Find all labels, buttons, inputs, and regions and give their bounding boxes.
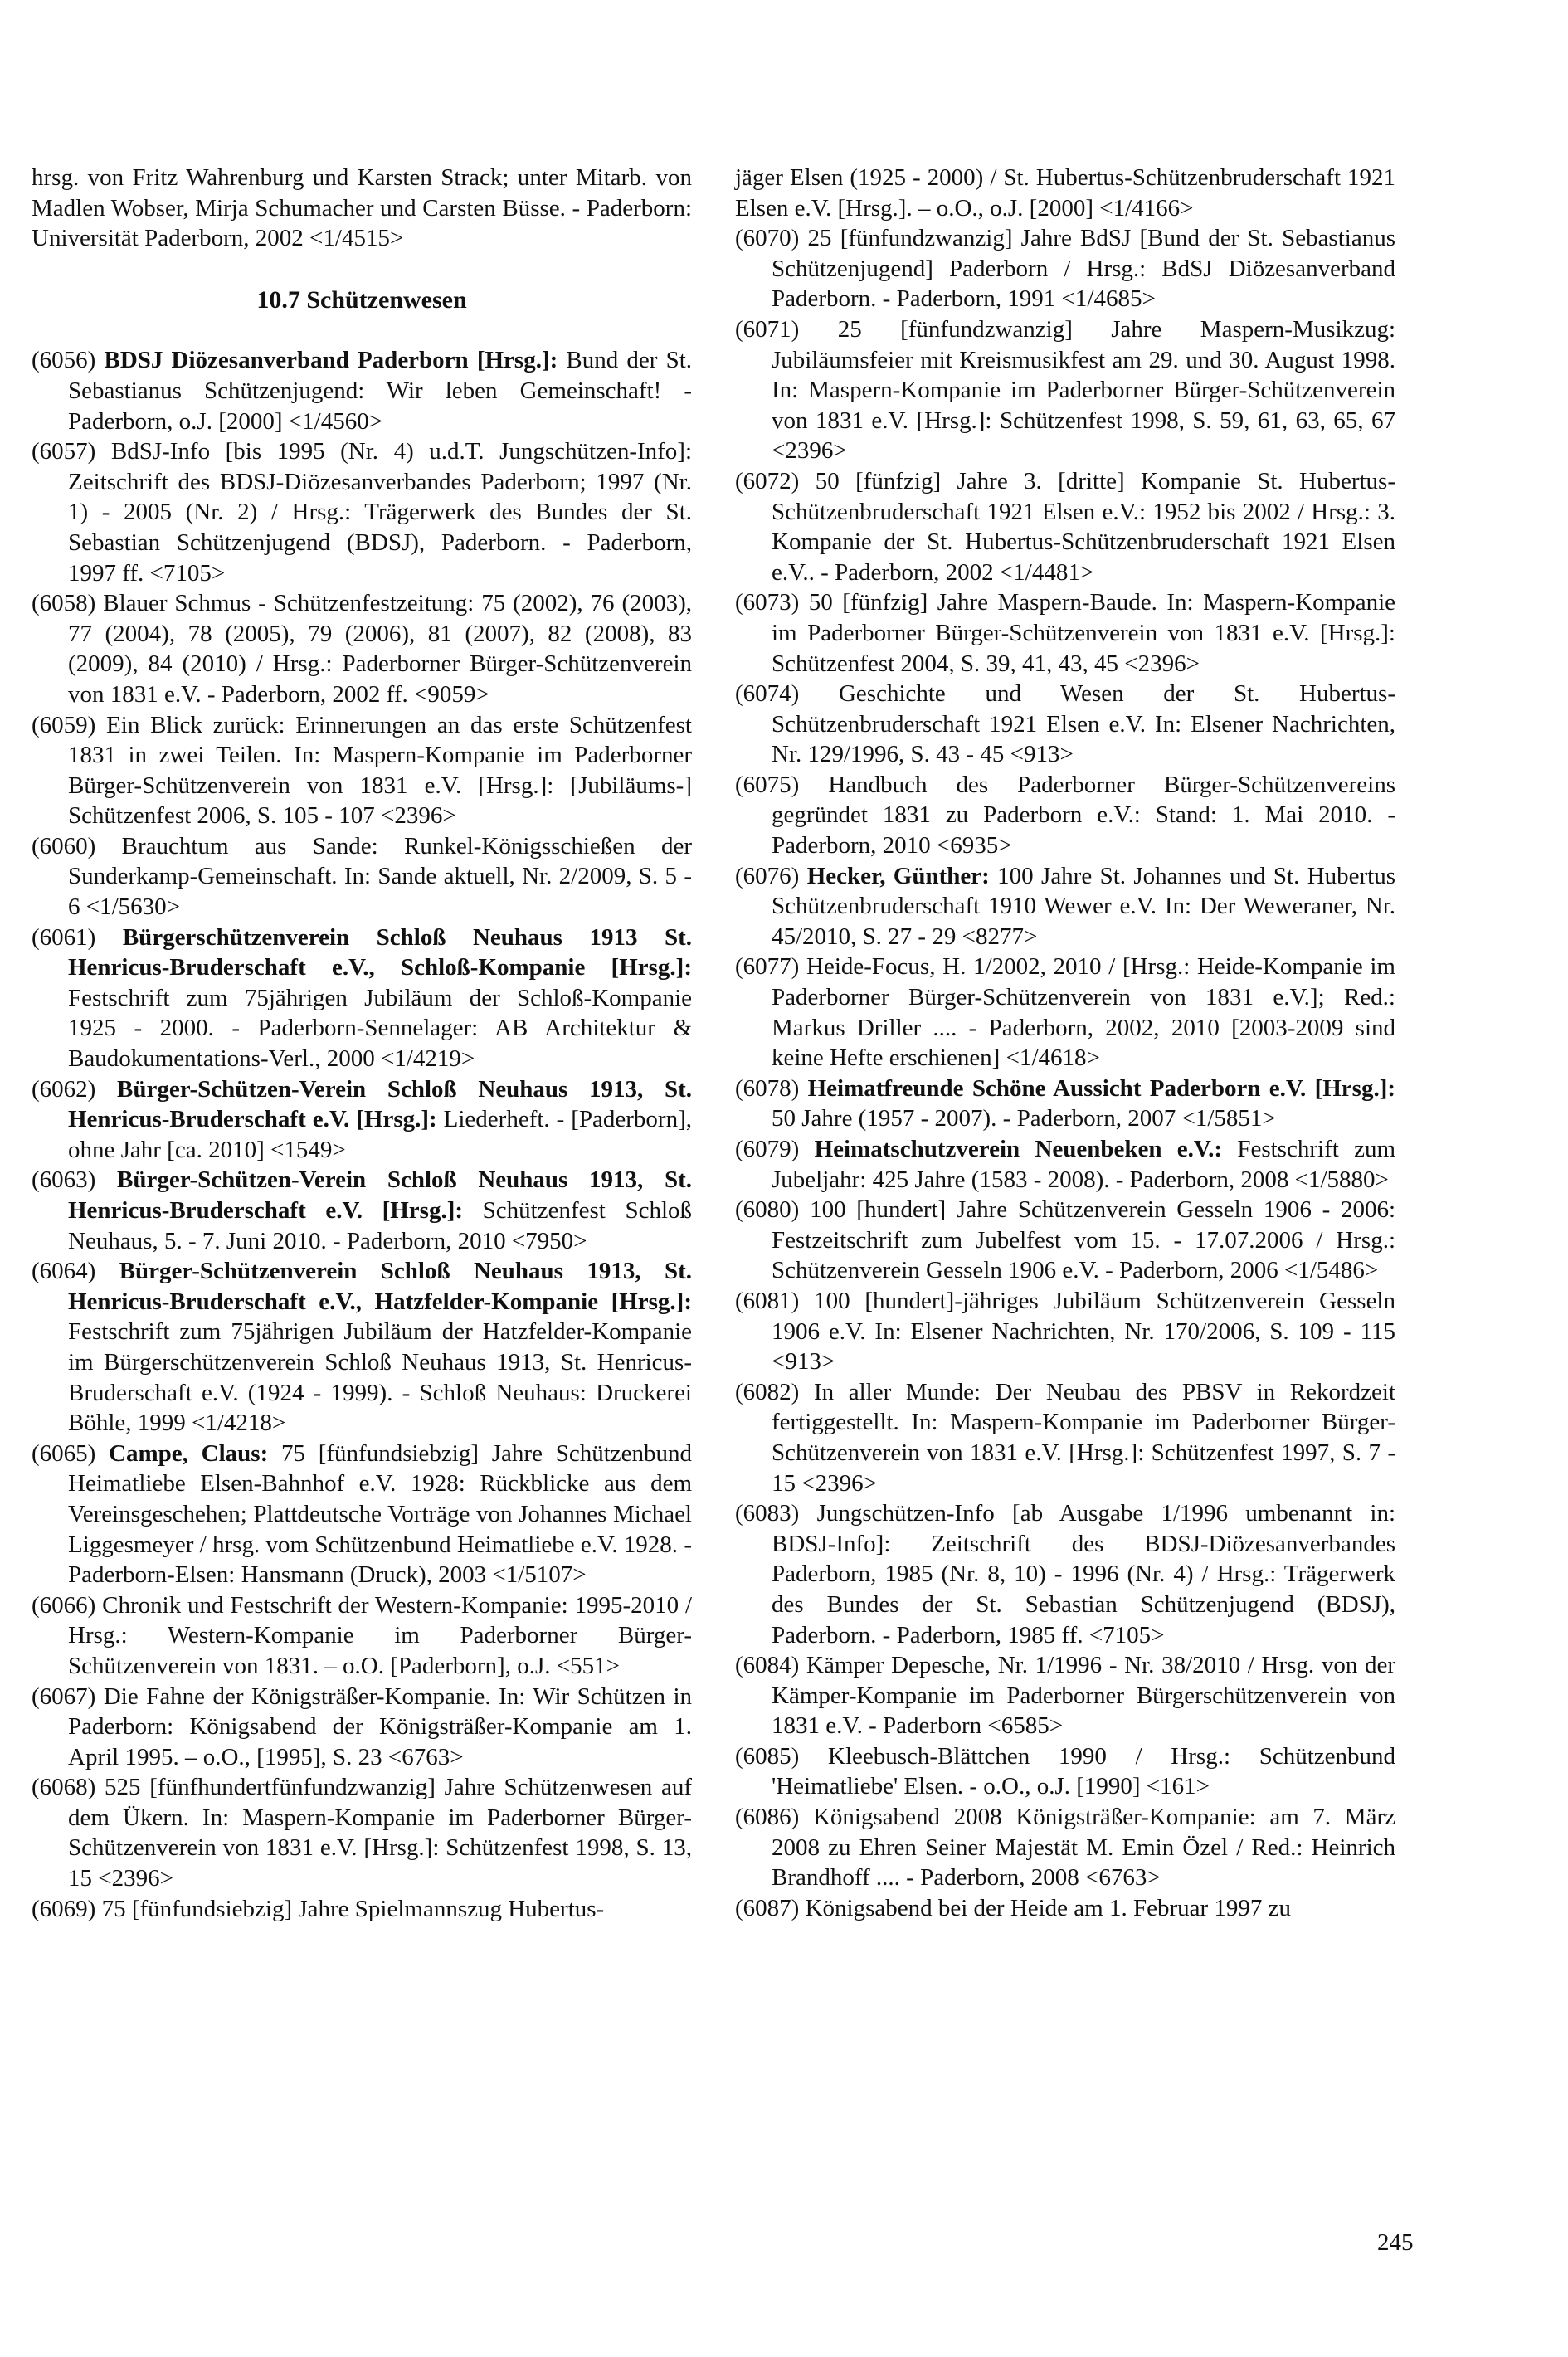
bibliography-entry <box>735 587 1395 679</box>
entry-number: (6077) <box>735 953 800 981</box>
entry-number: (6076) <box>735 862 800 889</box>
entry-text: BdSJ-Info [bis 1995 (Nr. 4) u.d.T. Jungschützen-Info]: Zeitschrift des BDSJ-Diözesanverbandes Paderborn; 1997 (Nr. 1) - 2005 (Nr. 2) / Hrsg.: Trägerwerk des Bundes der St. Sebastian Schützenjugend (BDSJ), Paderborn. - Paderborn, 1997 ff. <7105> <box>68 438 693 587</box>
bibliography-entry <box>735 1195 1395 1286</box>
entry-text: Ein Blick zurück: Erinnerungen an das erste Schützenfest 1831 in zwei Teilen. In: Maspern-Kompanie im Paderborner Bürger-Schützenverein von 1831 e.V. [Hrsg.]: [Jubiläums-] Schützenfest 2006, S. 105 - 107 <2396> <box>68 711 692 830</box>
entry-number: (6073) <box>735 589 800 616</box>
entry-number: (6058) <box>32 590 96 617</box>
entry-number: (6075) <box>735 771 800 798</box>
bibliography-entry <box>32 1256 692 1439</box>
entry-number: (6062) <box>32 1075 96 1103</box>
entry-text: Schützenfest Schloß Neuhaus, 5. - 7. Juni 2010. - Paderborn, 2010 <7950> <box>68 1197 692 1254</box>
entry-number: (6057) <box>32 438 96 465</box>
bibliography-entry <box>735 770 1395 861</box>
entry-number: (6060) <box>32 832 96 860</box>
entry-text: 525 [fünfhundertfünfundzwanzig] Jahre Schützenwesen auf dem Ükern. In: Maspern-Kompanie im Paderborner Bürger-Schützenverein von 1831 e.V. [Hrsg.]: Schützenfest 1998, S. 13, 15 <2396> <box>68 1774 693 1892</box>
entry-number: (6082) <box>735 1378 800 1405</box>
entry-number: (6078) <box>735 1074 800 1102</box>
entry-number: (6087) <box>735 1894 800 1921</box>
entry-number: (6083) <box>735 1500 800 1527</box>
entry-number: (6063) <box>32 1166 96 1194</box>
left-intro: hrsg. von Fritz Wahrenburg und Karsten Strack; unter Mitarb. von Madlen Wobser, Mirja Schumacher und Carsten Büsse. - Paderborn: Universität Paderborn, 2002 <1/4515> <box>32 164 692 252</box>
right-column <box>735 163 1395 1923</box>
entry-text: Handbuch des Paderborner Bürger-Schützenvereins gegründet 1831 zu Paderborn e.V.: Stand: 1. Mai 2010. - Paderborn, 2010 <6935> <box>772 771 1395 860</box>
entry-author: BDSJ Diözesanverband Paderborn [Hrsg.]: <box>104 347 558 374</box>
bibliography-entry <box>735 1377 1395 1498</box>
page-number: 245 <box>1377 2229 1414 2256</box>
entry-number: (6064) <box>32 1258 96 1285</box>
entry-number: (6071) <box>735 315 800 343</box>
bibliography-entry <box>32 1590 692 1682</box>
entry-text: Festschrift zum 75jährigen Jubiläum der Hatzfelder-Kompanie im Bürgerschützenverein Schloß Neuhaus 1913, St. Henricus-Bruderschaft e.V. (1924 - 1999). - Schloß Neuhaus: Druckerei Böhle, 1999 <1/4218> <box>68 1318 692 1437</box>
entry-number: (6074) <box>735 680 800 708</box>
entry-author: Bürgerschützenverein Schloß Neuhaus 1913 St. Henricus-Bruderschaft e.V., Schloß-Kompanie [Hrsg.]: <box>68 923 693 981</box>
bibliography-entry <box>735 1498 1395 1650</box>
bibliography-entry <box>735 223 1395 314</box>
entry-number: (6079) <box>735 1136 800 1162</box>
entry-text: Kleebusch-Blättchen 1990 / Hrsg.: Schützenbund 'Heimatliebe' Elsen. - o.O., o.J. [1990] <161> <box>772 1742 1395 1800</box>
entry-author: Heimatschutzverein Neuenbeken e.V.: <box>814 1136 1223 1162</box>
entry-text: Festschrift zum 75jährigen Jubiläum der Schloß-Kompanie 1925 - 2000. - Paderborn-Sennelager: AB Architektur & Baudokumentations-Verl., 2000 <1/4219> <box>68 984 692 1073</box>
entry-number: (6080) <box>735 1196 800 1224</box>
bibliography-entry <box>735 1893 1395 1924</box>
entry-author: Campe, Claus: <box>109 1439 269 1467</box>
entry-text: 100 [hundert] Jahre Schützenverein Gesseln 1906 - 2006: Festzeitschrift zum Jubelfest vom 15. - 17.07.2006 / Hrsg.: Schützenverein Gesseln 1906 e.V. - Paderborn, 2006 <1/5486> <box>772 1196 1396 1284</box>
bibliography-entry <box>735 861 1395 952</box>
entry-number: (6065) <box>32 1439 96 1467</box>
entry-text: 100 [hundert]-jähriges Jubiläum Schützenverein Gesseln 1906 e.V. In: Elsener Nachrichten, Nr. 170/2006, S. 109 - 115 <913> <box>772 1287 1395 1376</box>
entry-number: (6086) <box>735 1804 800 1831</box>
entry-number: (6059) <box>32 711 96 738</box>
entry-text: Kämper Depesche, Nr. 1/1996 - Nr. 38/2010 / Hrsg. von der Kämper-Kompanie im Paderborner Bürgerschützenverein von 1831 e.V. - Paderborn <6585> <box>772 1652 1396 1740</box>
entry-text: Liederheft. - [Paderborn], ohne Jahr [ca. 2010] <1549> <box>68 1106 692 1163</box>
entry-text: Festschrift zum Jubeljahr: 425 Jahre (1583 - 2008). - Paderborn, 2008 <1/5880> <box>772 1136 1395 1193</box>
bibliography-entry <box>32 345 692 436</box>
bibliography-entry <box>735 1134 1395 1195</box>
bibliography-entry <box>735 1741 1395 1802</box>
entry-text: 50 Jahre (1957 - 2007). - Paderborn, 2007 <1/5851> <box>772 1105 1276 1132</box>
left-entries <box>32 345 692 1924</box>
bibliography-entry <box>32 923 692 1074</box>
bibliography-entry <box>735 1650 1395 1741</box>
entry-text: Heide-Focus, H. 1/2002, 2010 / [Hrsg.: Heide-Kompanie im Paderborner Bürger-Schützenverein von 1831 e.V.]; Red.: Markus Driller .... - Paderborn, 2002, 2010 [2003-2009 sind keine Hefte erschienen] <1/4618> <box>772 953 1395 1072</box>
entry-number: (6069) <box>32 1895 96 1922</box>
entry-author: Bürger-Schützen-Verein Schloß Neuhaus 1913, St. Henricus-Bruderschaft e.V. [Hrsg.]: <box>68 1075 692 1133</box>
entry-text: Brauchtum aus Sande: Runkel-Königsschießen der Sunderkamp-Gemeinschaft. In: Sande aktuell, Nr. 2/2009, S. 5 - 6 <1/5630> <box>68 832 692 921</box>
bibliography-entry <box>32 710 692 831</box>
entry-number: (6056) <box>32 347 96 374</box>
bibliography-entry <box>32 588 692 709</box>
entry-author: Heimatfreunde Schöne Aussicht Paderborn e.V. [Hrsg.]: <box>807 1074 1396 1102</box>
entry-text: 25 [fünfundzwanzig] Jahre BdSJ [Bund der St. Sebastianus Schützenjugend] Paderborn / Hrsg.: BdSJ Diözesanverband Paderborn. - Paderborn, 1991 <1/4685> <box>772 225 1395 313</box>
bibliography-entry <box>32 1165 692 1256</box>
bibliography-entry <box>735 1286 1395 1377</box>
entry-number: (6084) <box>735 1652 800 1679</box>
entry-text: 100 Jahre St. Johannes und St. Hubertus Schützenbruderschaft 1910 Wewer e.V. In: Der Weweraner, Nr. 45/2010, S. 27 - 29 <8277> <box>772 862 1396 950</box>
entry-number: (6081) <box>735 1287 800 1314</box>
entry-number: (6067) <box>32 1683 96 1710</box>
entry-text: 25 [fünfundzwanzig] Jahre Maspern-Musikzug: Jubiläumsfeier mit Kreismusikfest am 29. und 30. August 1998. In: Maspern-Kompanie im Paderborner Bürger-Schützenverein von 1831 e.V. [Hrsg.]: Schützenfest 1998, S. 59, 61, 63, 65, 67 <2396> <box>772 315 1395 465</box>
entry-number: (6061) <box>32 923 96 951</box>
right-entries <box>735 223 1395 1923</box>
bibliography-entry <box>32 1682 692 1773</box>
bibliography-entry <box>735 466 1395 587</box>
bibliography-entry <box>32 1894 692 1925</box>
entry-number: (6068) <box>32 1774 96 1801</box>
bibliography-entry <box>32 1074 692 1166</box>
entry-text: 75 [fünfundsiebzig] Jahre Spielmannszug Hubertus- <box>101 1895 605 1922</box>
entry-text: Chronik und Festschrift der Western-Kompanie: 1995-2010 / Hrsg.: Western-Kompanie im Paderborner Bürger-Schützenverein von 1831. – o.O. [Paderborn], o.J. <551> <box>68 1591 693 1679</box>
section-heading: 10.7 Schützenwesen <box>256 285 467 314</box>
bibliography-entry <box>735 314 1395 466</box>
right-intro: jäger Elsen (1925 - 2000) / St. Hubertus-Schützenbruderschaft 1921 Elsen e.V. [Hrsg.]. – o.O., o.J. [2000] <1/4166> <box>735 164 1395 222</box>
entry-text: In aller Munde: Der Neubau des PBSV in Rekordzeit fertiggestellt. In: Maspern-Kompanie im Paderborner Bürger-Schützenverein von 1831 e.V. [Hrsg.]: Schützenfest 1997, S. 7 - 15 <2396> <box>772 1378 1396 1497</box>
entry-text: Jungschützen-Info [ab Ausgabe 1/1996 umbenannt in: BDSJ-Info]: Zeitschrift des BDSJ-Diözesanverbandes Paderborn, 1985 (Nr. 8, 10) - 1996 (Nr. 4) / Hrsg.: Trägerwerk des Bundes der St. Sebastian Schützenjugend (BDSJ), Paderborn. - Paderborn, 1985 ff. <7105> <box>772 1500 1396 1648</box>
bibliography-entry <box>735 679 1395 770</box>
bibliography-entry <box>735 952 1395 1073</box>
entry-text: Königsabend bei der Heide am 1. Februar 1997 zu <box>805 1894 1292 1921</box>
entry-text: 75 [fünfundsiebzig] Jahre Schützenbund Heimatliebe Elsen-Bahnhof e.V. 1928: Rückblicke aus dem Vereinsgeschehen; Plattdeutsche Vorträge von Johannes Michael Liggesmeyer / hrsg. vom Schützenbund Heimatliebe e.V. 1928. - Paderborn-Elsen: Hansmann (Druck), 2003 <1/5107> <box>68 1439 693 1589</box>
entry-text: Bund der St. Sebastianus Schützenjugend: Wir leben Gemeinschaft! - Paderborn, o.J. [2000] <1/4560> <box>68 347 693 435</box>
entry-text: Die Fahne der Königsträßer-Kompanie. In: Wir Schützen in Paderborn: Königsabend der Königsträßer-Kompanie am 1. April 1995. – o.O., [1995], S. 23 <6763> <box>68 1683 693 1770</box>
entry-text: 50 [fünfzig] Jahre 3. [dritte] Kompanie St. Hubertus-Schützenbruderschaft 1921 Elsen e.V.: 1952 bis 2002 / Hrsg.: 3. Kompanie der St. Hubertus-Schützenbruderschaft 1921 Elsen e.V.. - Paderborn, 2002 <1/4481> <box>772 467 1396 586</box>
bibliography-entry <box>735 1074 1395 1134</box>
bibliography-entry <box>32 1439 692 1590</box>
bibliography-entry <box>32 1772 692 1893</box>
left-column <box>32 163 692 1924</box>
entry-number: (6072) <box>735 467 800 494</box>
bibliography-entry <box>32 831 692 923</box>
entry-number: (6066) <box>32 1591 96 1619</box>
entry-text: Blauer Schmus - Schützenfestzeitung: 75 (2002), 76 (2003), 77 (2004), 78 (2005), 79 (2006), 81 (2007), 82 (2008), 83 (2009), 84 (2010) / Hrsg.: Paderborner Bürger-Schützenverein von 1831 e.V. - Paderborn, 2002 ff. <9059> <box>68 590 693 708</box>
entry-text: Geschichte und Wesen der St. Hubertus-Schützenbruderschaft 1921 Elsen e.V. In: Elsener Nachrichten, Nr. 129/1996, S. 43 - 45 <913> <box>772 680 1395 768</box>
entry-text: Königsabend 2008 Königsträßer-Kompanie: am 7. März 2008 zu Ehren Seiner Majestät M. Emin Özel / Red.: Heinrich Brandhoff .... - Paderborn, 2008 <6763> <box>772 1804 1395 1892</box>
entry-number: (6085) <box>735 1742 800 1770</box>
bibliography-entry <box>32 436 692 588</box>
entry-number: (6070) <box>735 225 800 252</box>
entry-author: Bürger-Schützen-Verein Schloß Neuhaus 1913, St. Henricus-Bruderschaft e.V. [Hrsg.]: <box>68 1166 692 1224</box>
entry-author: Bürger-Schützenverein Schloß Neuhaus 1913, St. Henricus-Bruderschaft e.V., Hatzfelder-Kompanie [Hrsg.]: <box>68 1258 692 1315</box>
entry-text: 50 [fünfzig] Jahre Maspern-Baude. In: Maspern-Kompanie im Paderborner Bürger-Schützenverein von 1831 e.V. [Hrsg.]: Schützenfest 2004, S. 39, 41, 43, 45 <2396> <box>772 589 1395 677</box>
bibliography-entry <box>735 1802 1395 1893</box>
entry-author: Hecker, Günther: <box>806 862 990 889</box>
